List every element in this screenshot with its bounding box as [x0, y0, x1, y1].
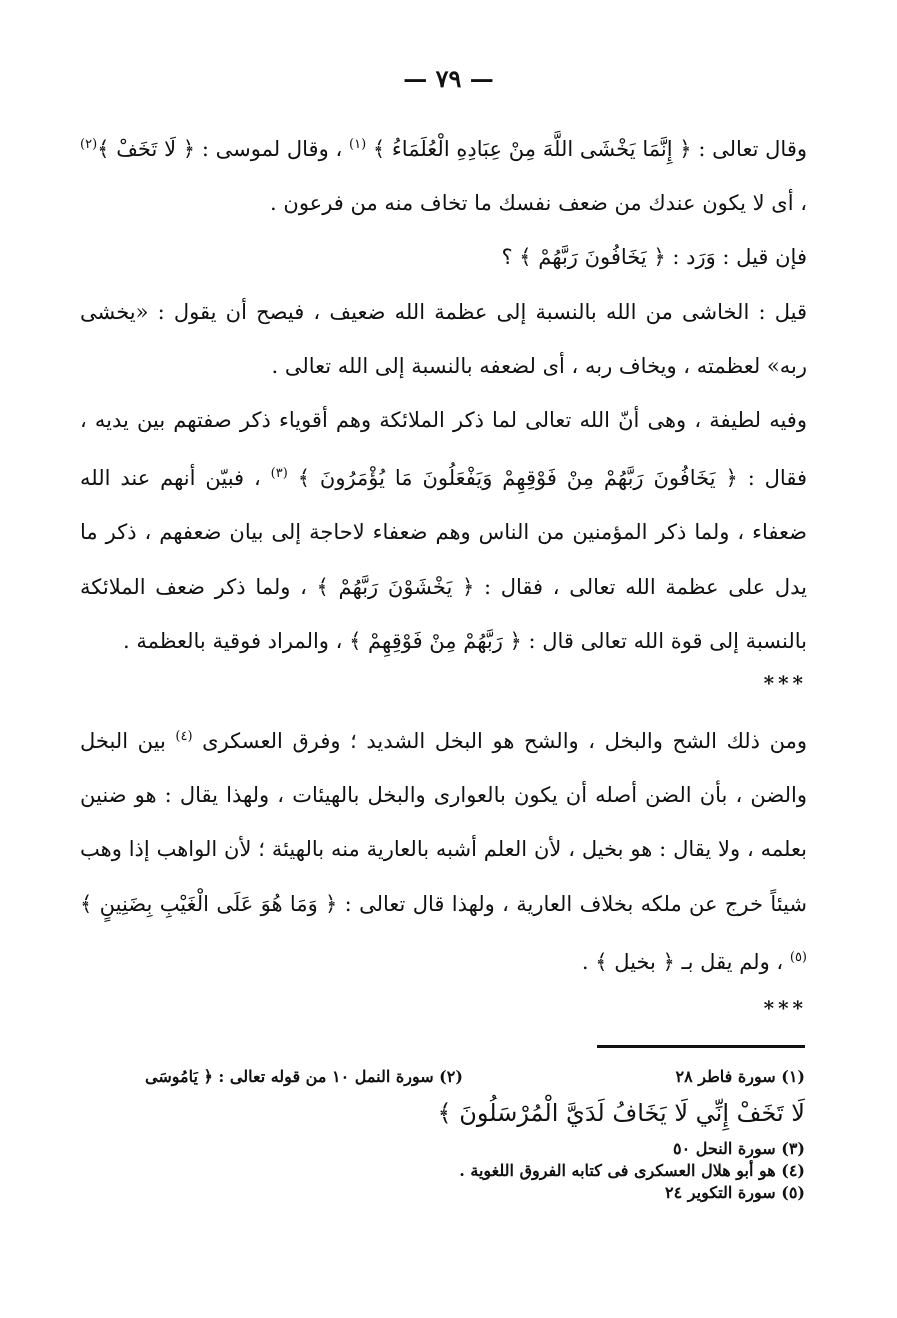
paragraph-text: وقال تعالى : ﴿ إِنَّمَا يَخْشَى اللَّهَ مِنْ عِبَادِهِ الْعُلَمَاءُ ﴾ [366, 137, 807, 161]
paragraph-5 [80, 710, 807, 989]
footnote-row [145, 1066, 805, 1088]
paragraph-text: ، أى لا يكون عندك من ضعف نفسك ما تخاف منه من فرعون . [270, 191, 807, 216]
footnote-2: (٢) سورة النمل ١٠ من قوله تعالى : ﴿ يَامُوسَى [145, 1067, 463, 1086]
paragraph-text: بين البخل والضن ، بأن الضن أصله أن يكون بالعوارى والبخل بالهيئات ، ولهذا يقال : هو ضنين بعلمه ، ولا يقال : هو بخيل ، لأن العلم أشبه بالعارية منه بالهيئة ؛ لأن الواهب إذا وهب شيئاً خرج عن ملكه بخلاف العارية ، ولهذا قال تعالى : ﴿ وَمَا هُوَ عَلَى الْغَيْبِ بِضَنِينٍ ﴾ [80, 729, 807, 916]
paragraph-3 [80, 285, 807, 393]
paragraph-2 [80, 230, 807, 284]
paragraph-1 [80, 118, 807, 230]
footnotes [145, 1066, 805, 1204]
footnote-ref-1: (١) [349, 137, 367, 152]
section-separator: *** [763, 671, 807, 696]
footnote-1: (١) سورة فاطر ٢٨ [675, 1067, 805, 1086]
paragraph-text: ومن ذلك الشح والبخل ، والشح هو البخل الشديد ؛ وفرق العسكرى [192, 729, 807, 754]
main-text [80, 118, 807, 1023]
section-separator: *** [763, 996, 807, 1021]
footnote-5: (٥) سورة التكوير ٢٤ [665, 1183, 805, 1202]
footnote-ref-2: (٢) [80, 137, 98, 152]
paragraph-4 [80, 393, 807, 668]
paragraph-text: قيل : الخاشى من الله بالنسبة إلى عظمة الله ضعيف ، فيصح أن يقول : «يخشى ربه» لعظمته ، ويخاف ربه ، أى لضعفه بالنسبة إلى الله تعالى . [80, 299, 807, 378]
footnote-3: (٣) سورة النحل ٥٠ [672, 1139, 805, 1158]
footnote-ref-3: (٣) [270, 466, 288, 482]
paragraph-text: وفيه لطيفة ، وهى أنّ الله تعالى لما ذكر الملائكة وهم أقوياء ذكر صفتهم بين يديه ، فقال : ﴿ يَخَافُونَ رَبَّهُمْ مِنْ فَوْقِهِمْ وَيَفْعَلُونَ مَا يُؤْمَرُونَ ﴾ [80, 408, 807, 491]
footnote-4: (٤) هو أبو هلال العسكرى فى كتابه الفروق اللغوية . [459, 1161, 805, 1180]
footnote-ref-5: (٥) [789, 949, 807, 965]
footnote-ref-4: (٤) [175, 729, 193, 745]
paragraph-text: ، فبيّن أنهم عند الله ضعفاء ، ولما ذكر المؤمنين من الناس وهم ضعفاء لاحاجة إلى بيان ضعفهم ، ذكر ما يدل على عظمة الله تعالى ، فقال : ﴿ يَخْشَوْنَ رَبَّهُمْ ﴾ ، ولما ذكر ضعف الملائكة بالنسبة إلى قوة الله تعالى قال : ﴿ رَبَّهُمْ مِنْ فَوْقِهِمْ ﴾ ، والمراد فوقية بالعظمة . [80, 466, 807, 653]
footnote-divider [597, 1045, 805, 1048]
paragraph-text: فإن قيل : وَرَد : ﴿ يَخَافُونَ رَبَّهُمْ ﴾ ؟ [501, 245, 807, 270]
footnote-2-verse: لَا تَخَفْ إِنِّي لَا يَخَافُ لَدَيَّ الْمُرْسَلُونَ ﴾ [437, 1099, 805, 1127]
paragraph-text: ، ولم يقل بـ ﴿ بخيل ﴾ . [581, 949, 790, 974]
paragraph-text: ، وقال لموسى : ﴿ لَا تَخَفْ ﴾ [97, 137, 349, 161]
page-number: — ٧٩ — [403, 64, 494, 93]
